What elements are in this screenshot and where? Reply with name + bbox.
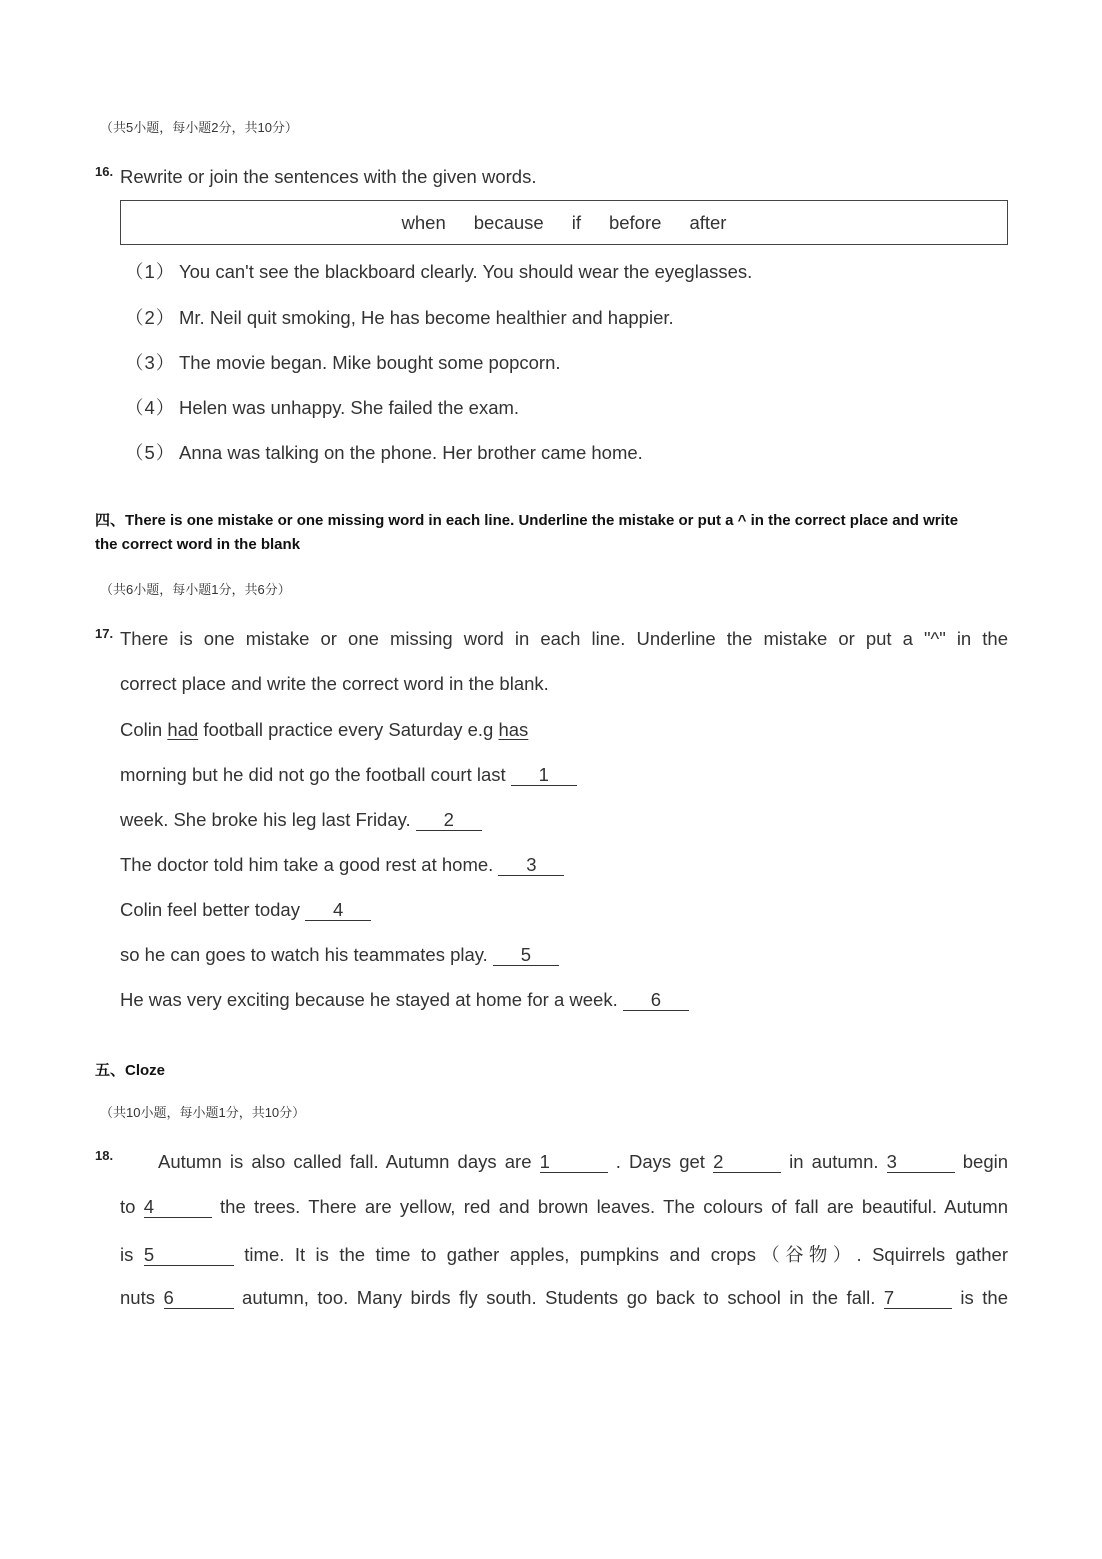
section5-heading: 五、Cloze bbox=[95, 1062, 166, 1079]
cloze-line-2 bbox=[120, 1196, 1008, 1218]
cloze-text: Autumn is also called fall. Autumn days are bbox=[158, 1151, 532, 1172]
section3-score: （共5小题，每小题2分，共10分） bbox=[100, 120, 298, 135]
word-bank-word: after bbox=[689, 211, 727, 233]
answer-blank-1[interactable]: 1 bbox=[511, 765, 577, 786]
answer-blank-6[interactable]: 6 bbox=[623, 990, 689, 1011]
word-bank-word: if bbox=[571, 211, 581, 233]
sub-item-5 bbox=[125, 439, 643, 465]
cloze-line-4 bbox=[120, 1287, 1008, 1309]
example-line bbox=[120, 719, 528, 741]
sub-item-number: （2） bbox=[125, 307, 176, 328]
sub-item-1 bbox=[125, 258, 752, 284]
line-text: He was very exciting because he stayed at home for a week. bbox=[120, 989, 623, 1010]
answer-blank-3[interactable]: 3 bbox=[498, 855, 564, 876]
line-text: The doctor told him take a good rest at home. bbox=[120, 854, 499, 875]
example-text: football practice every Saturday e.g bbox=[198, 719, 499, 740]
sub-item-number: （1） bbox=[125, 261, 176, 282]
cloze-blank-7[interactable]: 7 bbox=[884, 1288, 952, 1309]
question-17-intro-line1: There is one mistake or one missing word in each line. Underline the mistake or put a "^" in the bbox=[120, 628, 1008, 649]
line-text: morning but he did not go the football court last bbox=[120, 764, 511, 785]
section4-heading-line2: the correct word in the blank bbox=[95, 536, 301, 553]
question-number-16: 16. bbox=[95, 164, 114, 179]
question-16-text: Rewrite or join the sentences with the given words. bbox=[120, 166, 537, 187]
example-answer: has bbox=[498, 719, 529, 740]
answer-blank-5[interactable]: 5 bbox=[493, 945, 559, 966]
sub-item-4 bbox=[125, 394, 519, 420]
question-number-17: 17. bbox=[95, 626, 114, 641]
question-number-18: 18. bbox=[95, 1148, 114, 1163]
word-bank-word: because bbox=[473, 211, 544, 233]
word-bank-box bbox=[120, 200, 1008, 245]
section4-heading-line1: 四、There is one mistake or one missing word in each line. Underline the mistake or put a ^ in the correct place and write bbox=[95, 512, 959, 529]
cloze-text: . Days get bbox=[615, 1151, 705, 1172]
question-17-intro-line2: correct place and write the correct word in the blank. bbox=[120, 673, 549, 694]
sub-item-number: （4） bbox=[125, 397, 176, 418]
answer-blank-2[interactable]: 2 bbox=[416, 810, 482, 831]
sub-item-text: The movie began. Mike bought some popcorn. bbox=[179, 352, 561, 373]
cloze-blank-3[interactable]: 3 bbox=[887, 1152, 955, 1173]
cloze-line-1 bbox=[158, 1151, 1008, 1173]
sub-item-2 bbox=[125, 304, 674, 330]
cloze-line-3 bbox=[120, 1241, 1008, 1267]
word-bank-word: before bbox=[608, 211, 662, 233]
proofread-line-1 bbox=[120, 764, 577, 786]
cloze-blank-6[interactable]: 6 bbox=[164, 1288, 234, 1309]
section5-score: （共10小题，每小题1分，共10分） bbox=[100, 1105, 306, 1120]
cloze-text: nuts bbox=[120, 1287, 155, 1308]
cloze-text: to bbox=[120, 1196, 136, 1217]
proofread-line-4 bbox=[120, 899, 371, 921]
line-text: Colin feel better today bbox=[120, 899, 306, 920]
cloze-text: the trees. There are yellow, red and brown leaves. The colours of fall are beautiful. Autumn bbox=[220, 1196, 1009, 1217]
line-text: so he can goes to watch his teammates play. bbox=[120, 944, 493, 965]
underlined-mistake: had bbox=[167, 719, 199, 740]
cloze-text: is the bbox=[960, 1287, 1009, 1308]
cloze-blank-5[interactable]: 5 bbox=[144, 1245, 234, 1266]
word-bank-word: when bbox=[401, 211, 446, 233]
sub-item-text: Mr. Neil quit smoking, He has become healthier and happier. bbox=[179, 307, 674, 328]
sub-item-text: You can't see the blackboard clearly. You should wear the eyeglasses. bbox=[179, 261, 753, 282]
answer-blank-4[interactable]: 4 bbox=[305, 900, 371, 921]
example-text: Colin bbox=[120, 719, 168, 740]
sub-item-number: （3） bbox=[125, 352, 176, 373]
section4-score: （共6小题，每小题1分，共6分） bbox=[100, 582, 291, 597]
cloze-text: time. It is the time to gather apples, pumpkins and crops（谷物）. Squirrels gather bbox=[244, 1244, 1008, 1265]
sub-item-text: Anna was talking on the phone. Her brother came home. bbox=[179, 442, 643, 463]
proofread-line-5 bbox=[120, 944, 559, 966]
proofread-line-3 bbox=[120, 854, 564, 876]
cloze-blank-1[interactable]: 1 bbox=[540, 1152, 608, 1173]
line-text: week. She broke his leg last Friday. bbox=[120, 809, 416, 830]
cloze-text: autumn, too. Many birds fly south. Students go back to school in the fall. bbox=[242, 1287, 876, 1308]
cloze-blank-2[interactable]: 2 bbox=[713, 1152, 781, 1173]
proofread-line-6 bbox=[120, 989, 689, 1011]
cloze-blank-4[interactable]: 4 bbox=[144, 1197, 212, 1218]
proofread-line-2 bbox=[120, 809, 482, 831]
sub-item-3 bbox=[125, 349, 561, 375]
cloze-text: is bbox=[120, 1244, 134, 1265]
sub-item-number: （5） bbox=[125, 442, 176, 463]
cloze-text: begin bbox=[962, 1151, 1009, 1172]
sub-item-text: Helen was unhappy. She failed the exam. bbox=[179, 397, 520, 418]
cloze-text: in autumn. bbox=[789, 1151, 879, 1172]
